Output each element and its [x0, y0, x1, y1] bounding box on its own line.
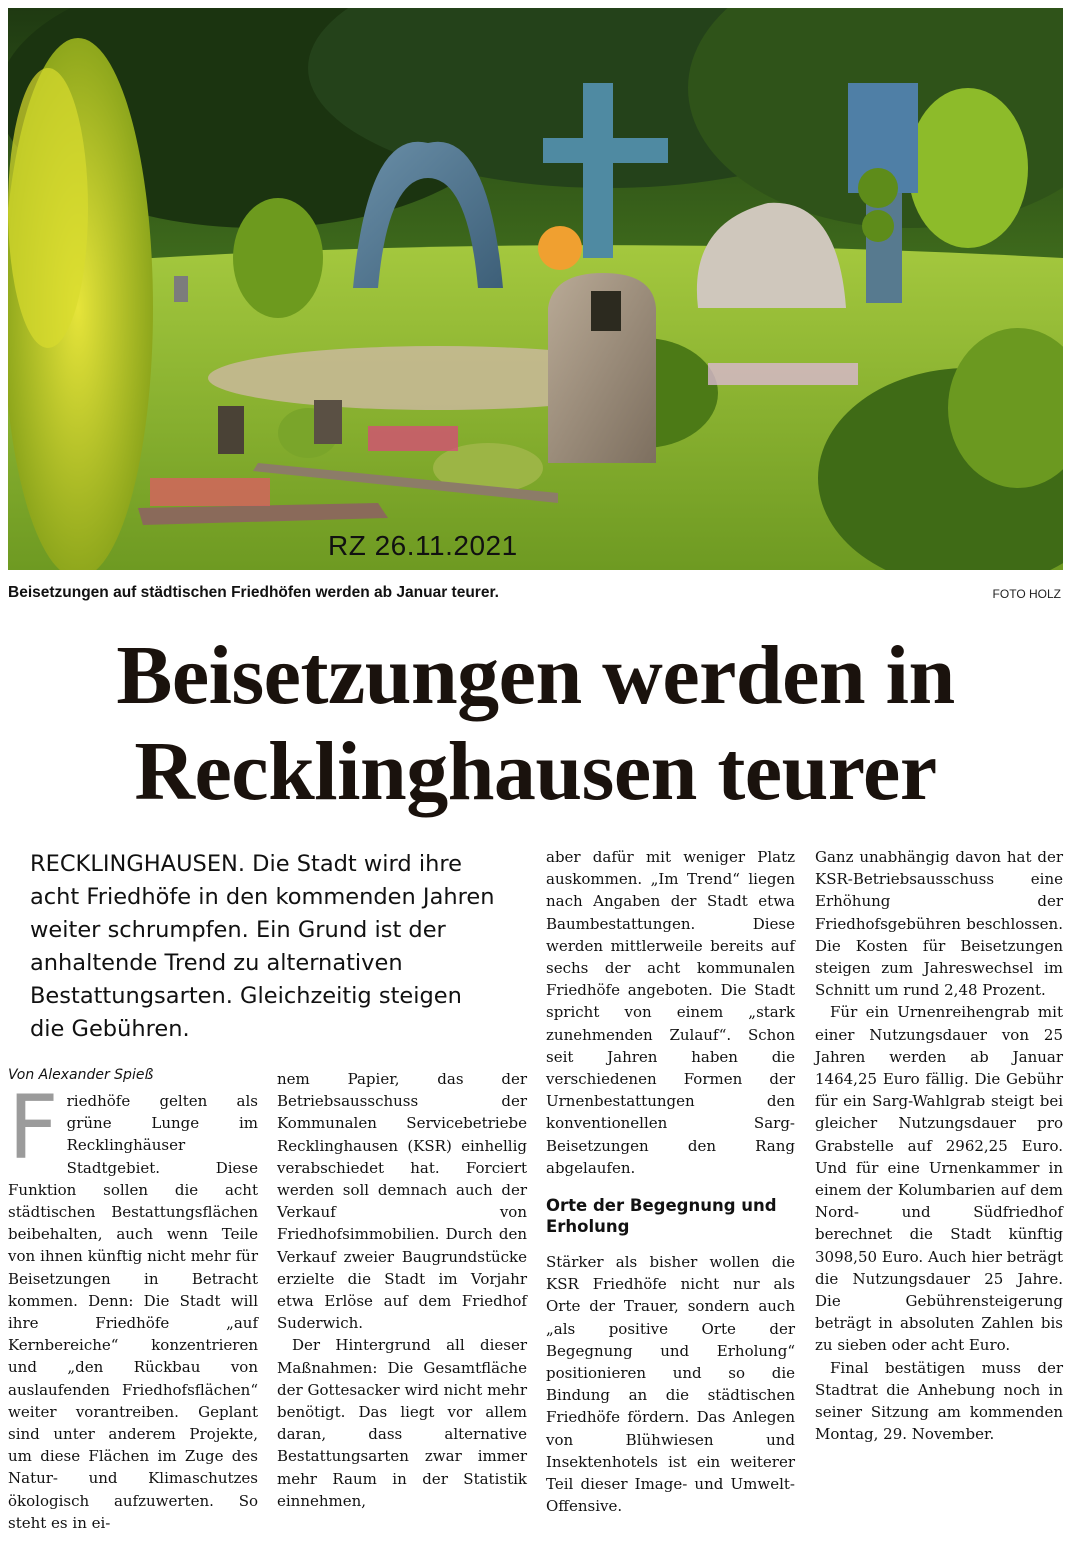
- article-photo: [8, 8, 1063, 570]
- article-paragraph: Ganz unabhängig davon hat der KSR-Betriebsausschuss eine Erhöhung der Friedhofsgebühren beschlossen. Die Kosten für Beisetzungen steigen zum Jahreswechsel im Schnitt um rund 2,48 Prozent.: [815, 848, 1063, 1000]
- drop-cap: F: [8, 1076, 59, 1179]
- article-paragraph: nem Papier, das der Betriebsausschuss der Kommunalen Servicebetriebe Recklinghausen (KSR) einhellig verabschiedet hat. Forciert werden soll demnach auch der Verkauf von Friedhofsimmobilien. Durch den Verkauf zweier Baugrundstücke erzielte die Stadt im Vorjahr etwa Erlöse auf dem Friedhof Suderwich.: [277, 1070, 527, 1333]
- article-column-4: [815, 846, 1063, 1445]
- photo-caption: Beisetzungen auf städtischen Friedhöfen werden ab Januar teurer.: [8, 584, 499, 601]
- article-column-1: [8, 1076, 258, 1534]
- lead-paragraph: [30, 848, 500, 1046]
- photo-credit: FOTO HOLZ: [992, 587, 1061, 601]
- article-paragraph: Für ein Urnenreihengrab mit einer Nutzungsdauer von 25 Jahren werden ab Januar 1464,25 Euro fällig. Die Gebühr für ein Sarg-Wahlgrab steigt bei gleicher Nutzungsdauer pro Grabstelle auf 2962,25 Euro. Und für eine Urnenkammer in einem der Kolumbarien auf dem Nord- und Südfriedhof berechnet die Stadt künftig 3098,50 Euro. Auch hier beträgt die Nutzungsdauer 25 Jahre. Die Gebührensteigerung beträgt in absoluten Zahlen bis zu sieben oder acht Euro.: [815, 1003, 1063, 1355]
- paragraph-text: riedhöfe gelten als grüne Lunge im Recklinghäuser Stadtgebiet. Diese Funktion sollen die acht städtischen Bestattungsflächen beibehalten, auch wenn Teile von ihnen künftig nicht mehr für Beisetzungen in Betracht kommen. Denn: Die Stadt will ihre Friedhöfe „auf Kernbereiche“ konzentrieren und „den Rückbau von auslaufenden Friedhofsflächen“ weiter vorantreiben. Geplant sind unter anderem Projekte, um diese Flächen im Zuge des Natur- und Klimaschutzes ökologisch aufzuwerten. So steht es in ei-: [8, 1092, 258, 1532]
- date-stamp: RZ 26.11.2021: [328, 530, 518, 561]
- article-paragraph: Final bestätigen muss der Stadtrat die Anhebung noch in seiner Sitzung am kommenden Montag, 29. November.: [815, 1358, 1063, 1444]
- article-column-3: [546, 846, 795, 1517]
- article-paragraph: Der Hintergrund all dieser Maßnahmen: Die Gesamtfläche der Gottesacker wird nicht mehr benötigt. Das liegt vor allem daran, dass alternative Bestattungsarten zwar immer mehr Raum in der Statistik einnehmen,: [277, 1336, 527, 1510]
- byline: Von Alexander Spieß: [8, 1067, 154, 1083]
- article-column-2: [277, 1068, 527, 1512]
- headline-line-2: Recklinghausen teurer: [134, 725, 937, 818]
- article-paragraph: aber dafür mit weniger Platz auskommen. „Im Trend“ liegen nach Angaben der Stadt etwa Baumbestattungen. Diese werden mittlerweile bereits auf sechs der acht kommunalen Friedhöfe angeboten. Die Stadt spricht von einem „stark zunehmenden Zulauf“. Schon seit Jahren haben die verschiedenen Formen der Urnenbestattungen den konventionellen Sarg-Beisetzungen den Rang abgelaufen.: [546, 848, 795, 1177]
- lead-text: RECKLINGHAUSEN. Die Stadt wird ihre acht Friedhöfe in den kommenden Jahren weiter schrumpfen. Ein Grund ist der anhaltende Trend zu alternativen Bestattungsarten. Gleichzeitig steigen die Gebühren.: [30, 851, 495, 1042]
- headline-line-1: Beisetzungen werden in: [116, 629, 955, 722]
- cemetery-photo: [8, 8, 1063, 570]
- article-paragraph: [8, 1076, 258, 1534]
- subheading: Orte der Begegnung und Erholung: [546, 1196, 777, 1237]
- headline: [0, 628, 1071, 820]
- article-paragraph: Stärker als bisher wollen die KSR Friedhöfe nicht nur als Orte der Trauer, sondern auch „als positive Orte der Begegnung und Erholung“ positionieren und so die Bindung an die städtischen Friedhöfe fördern. Das Anlegen von Blühwiesen und Insektenhotels ist ein weiterer Teil dieser Image- und Umwelt-Offensive.: [546, 1253, 795, 1516]
